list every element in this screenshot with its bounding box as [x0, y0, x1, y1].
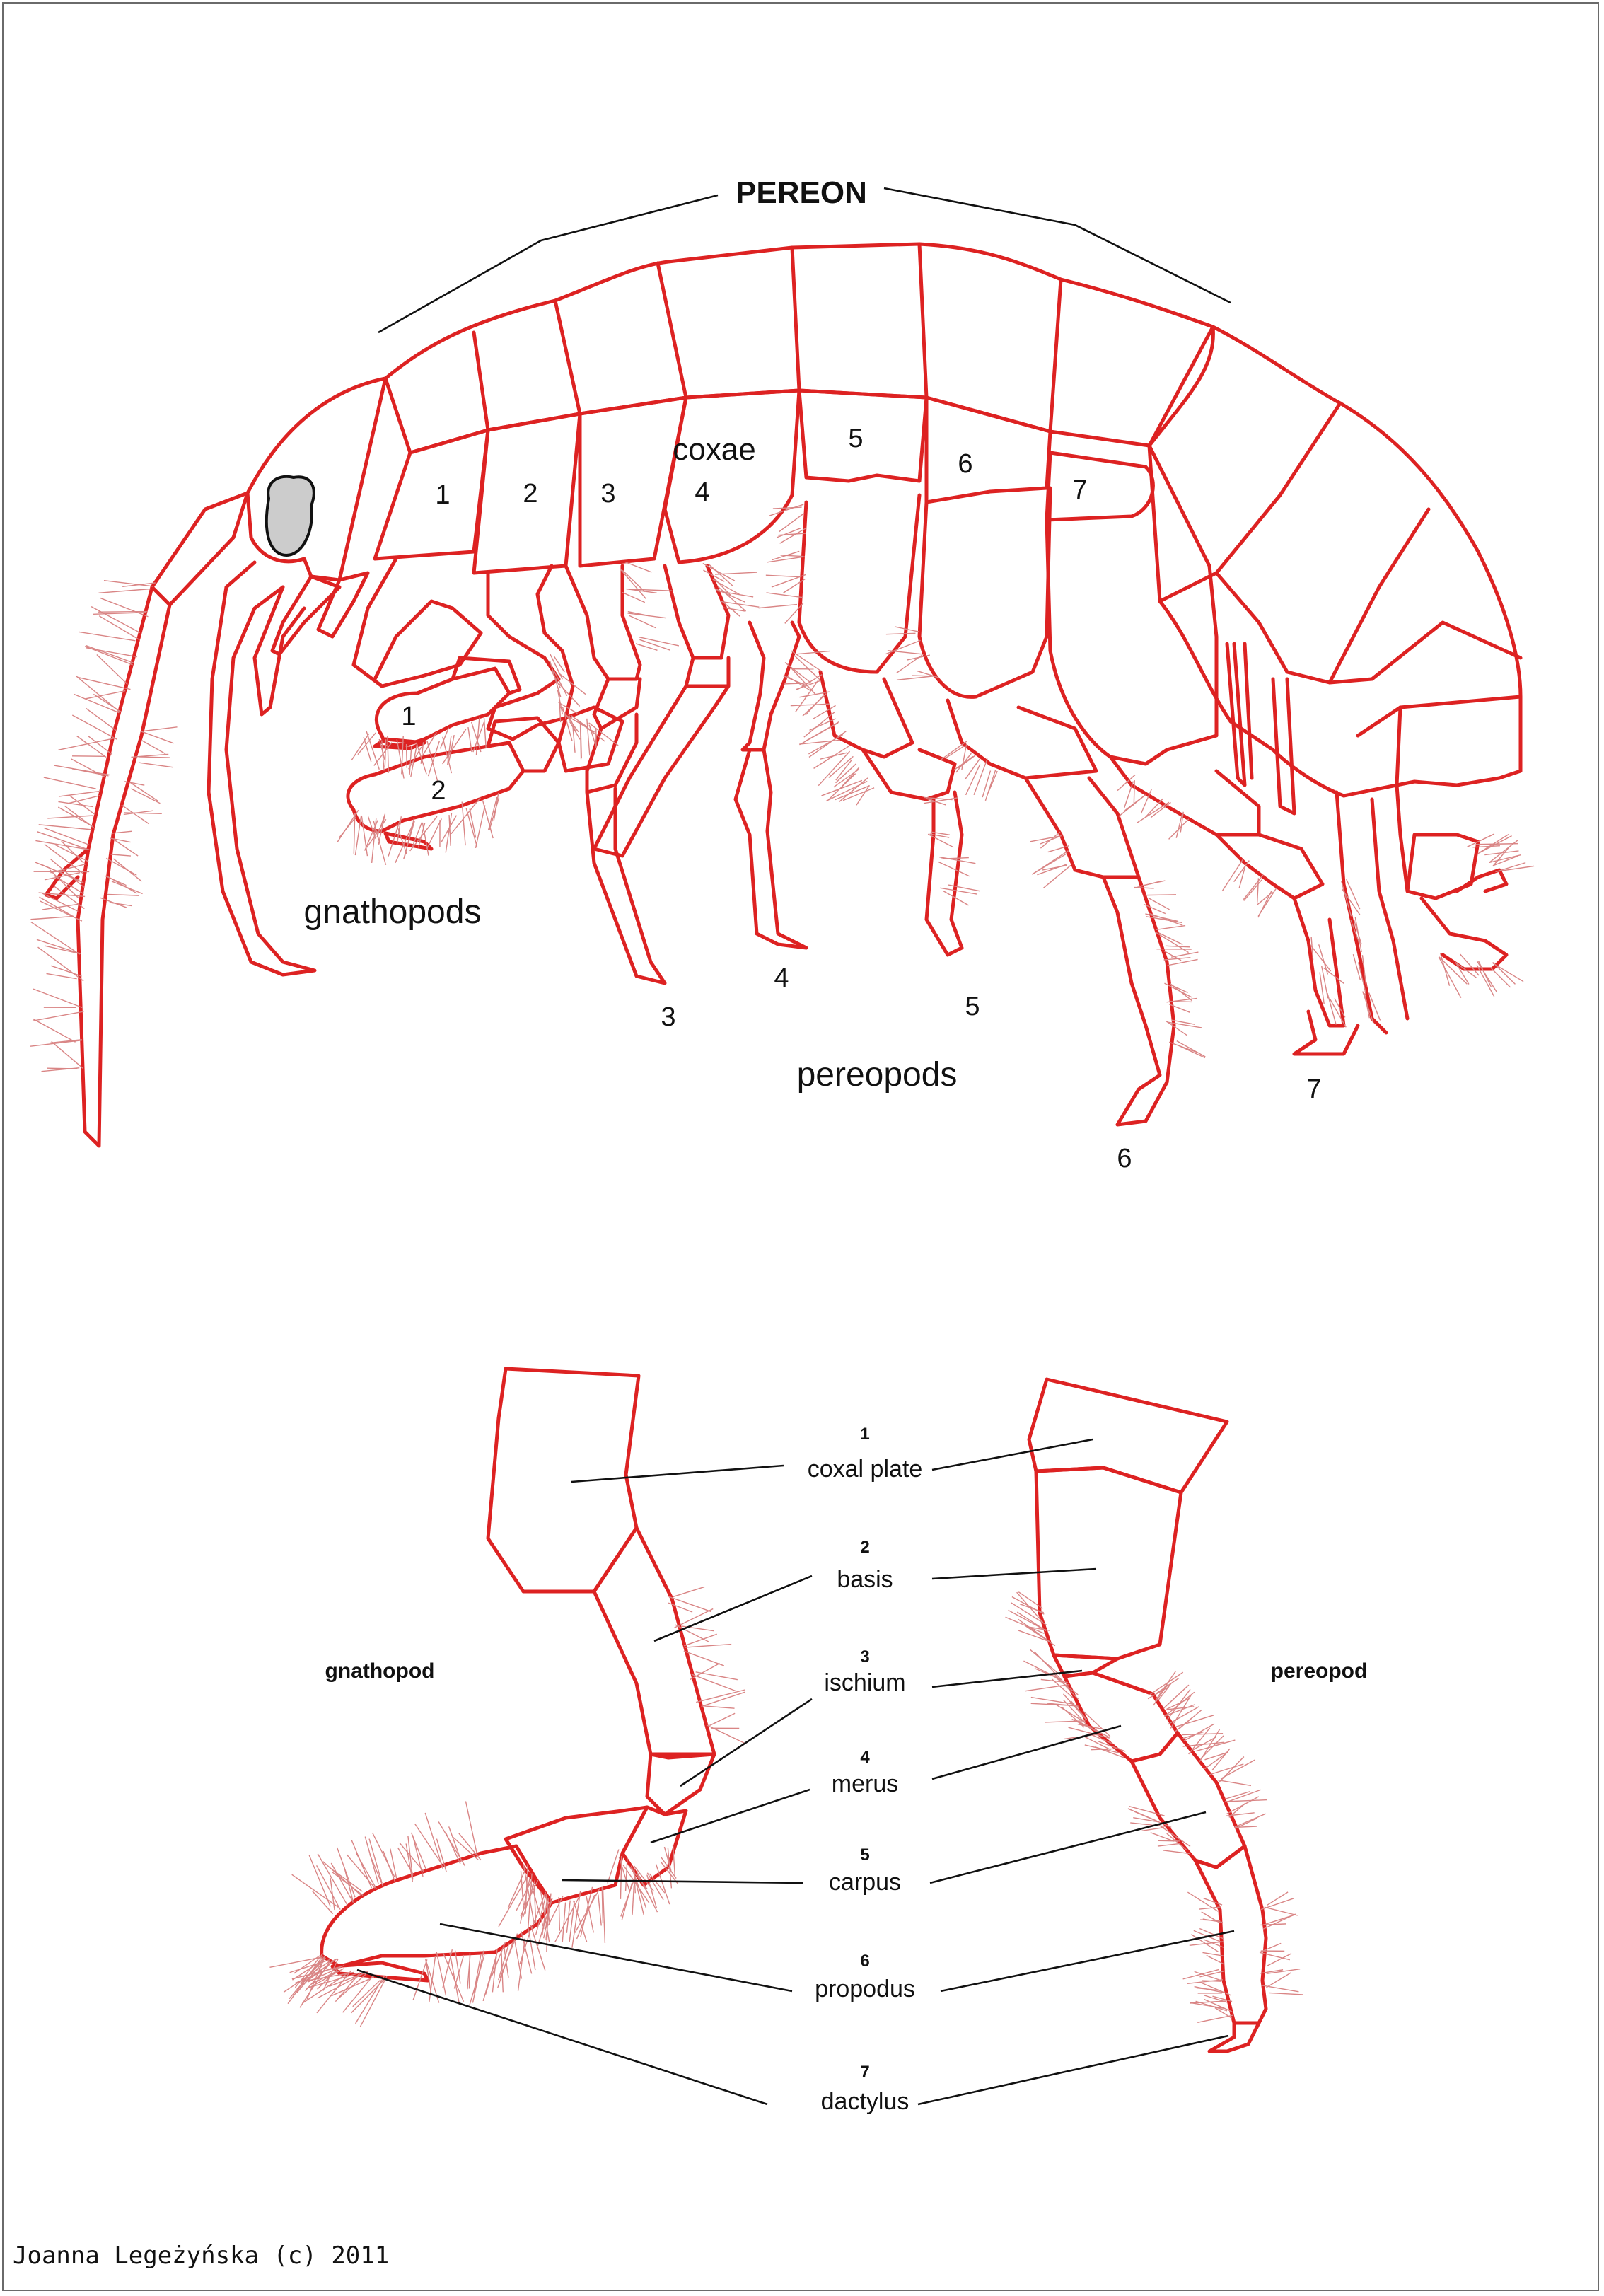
seta — [796, 680, 820, 690]
seta — [284, 1961, 330, 1992]
seta — [59, 792, 100, 796]
seta — [489, 798, 499, 830]
seta — [1159, 933, 1182, 944]
seta — [98, 612, 147, 613]
seta — [622, 1883, 632, 1920]
segment-name-1: coxal plate — [807, 1456, 923, 1483]
seta — [131, 789, 160, 804]
pleon-boundary-5 — [1397, 707, 1400, 785]
seta — [839, 778, 868, 801]
leader-ischium-left — [680, 1699, 812, 1786]
seta — [141, 731, 174, 743]
seta — [33, 1011, 83, 1021]
segment-number-2: 2 — [860, 1538, 870, 1557]
pereopod-number-3: 3 — [661, 1002, 676, 1032]
seta — [685, 1645, 731, 1647]
gnathopod-number-2: 2 — [431, 776, 446, 806]
seta — [1134, 887, 1153, 888]
seta — [766, 575, 799, 576]
seta — [372, 818, 376, 863]
seta — [1493, 963, 1523, 982]
seta — [1166, 946, 1190, 947]
seta — [1037, 864, 1067, 875]
seta — [54, 765, 109, 775]
seta — [58, 801, 93, 806]
seta — [462, 801, 465, 845]
eye-icon — [267, 477, 314, 555]
gnathopod-detail — [269, 1369, 745, 2027]
leader-propodus-right — [941, 1931, 1234, 1991]
seta — [940, 888, 977, 894]
seta — [626, 1857, 627, 1891]
seta — [33, 1019, 75, 1042]
seta — [86, 645, 134, 663]
leader-basis-left — [654, 1576, 812, 1641]
seta — [110, 854, 130, 856]
seta — [313, 1891, 333, 1914]
coxal-plate-1 — [375, 430, 488, 559]
seta — [759, 605, 797, 608]
seta — [47, 816, 93, 818]
seta — [1158, 1840, 1180, 1841]
seta — [1202, 1952, 1223, 1956]
leader-coxal-plate-left — [571, 1466, 784, 1482]
coxa-number-7: 7 — [1072, 475, 1088, 505]
antenna-2 — [209, 562, 315, 975]
seta — [958, 755, 975, 768]
seta — [107, 894, 139, 895]
seta — [388, 736, 389, 772]
pereopod-title: pereopod — [1270, 1659, 1368, 1683]
segment-name-5: carpus — [828, 1869, 902, 1896]
seta — [58, 738, 115, 750]
seta — [982, 770, 990, 797]
seta — [88, 736, 112, 755]
pereopod-merus — [1064, 1673, 1178, 1761]
seta — [1324, 968, 1344, 983]
antenna-1-peduncle — [152, 493, 248, 605]
seta — [1156, 926, 1185, 930]
seta — [139, 757, 170, 758]
seta — [779, 514, 804, 532]
seta — [141, 740, 165, 753]
seta — [1169, 819, 1189, 840]
seta — [1218, 1780, 1251, 1786]
gnathopod-propodus — [322, 1846, 552, 1966]
seta — [1190, 2002, 1225, 2008]
seta — [598, 1895, 601, 1926]
pereonite-4 — [686, 248, 799, 398]
seta — [454, 1955, 463, 1988]
seta — [985, 770, 995, 801]
seta — [1219, 1756, 1244, 1782]
seta — [1202, 1912, 1220, 1923]
seta — [476, 805, 485, 847]
seta — [842, 767, 859, 786]
seta — [562, 1903, 565, 1942]
pereopod-propodus — [1195, 1846, 1266, 2023]
seta — [79, 632, 136, 640]
seta — [1032, 853, 1067, 874]
segment-number-6: 6 — [860, 1952, 870, 1971]
leader-dactylus-left — [357, 1970, 767, 2104]
pereonite-5 — [799, 244, 926, 398]
seta — [1212, 1749, 1230, 1770]
seta — [621, 569, 646, 598]
pereopod-dactylus — [1209, 2023, 1259, 2051]
seta — [1069, 1727, 1110, 1738]
credit-text: Joanna Legeżyńska (c) 2011 — [13, 2242, 390, 2270]
seta — [1243, 875, 1263, 900]
pereopod-number-6: 6 — [1117, 1144, 1132, 1173]
coxal-plate-6 — [926, 398, 1050, 502]
coxa-number-1: 1 — [435, 480, 451, 510]
seta — [450, 1953, 460, 2005]
seta — [1261, 1898, 1294, 1910]
seta — [690, 1663, 719, 1679]
seta — [360, 1976, 387, 2027]
seta — [1157, 1678, 1179, 1693]
seta — [791, 704, 830, 705]
gnathopod-number-1: 1 — [401, 702, 417, 731]
coxa-number-5: 5 — [848, 424, 864, 453]
seta — [797, 651, 830, 654]
coxa-number-4: 4 — [695, 477, 710, 507]
seta — [639, 639, 670, 650]
pereopod-basis — [1036, 1468, 1181, 1659]
seta — [673, 1587, 704, 1596]
seta — [1227, 1797, 1259, 1814]
seta — [704, 1706, 734, 1708]
seta — [897, 676, 934, 680]
pleon-boundary-1 — [1160, 403, 1340, 601]
seta — [33, 989, 83, 1008]
seta — [1171, 952, 1198, 957]
seta — [1265, 1907, 1298, 1915]
seta — [1141, 881, 1166, 886]
seta — [1266, 1973, 1291, 1988]
seta — [1170, 985, 1188, 992]
pereon-label: PEREON — [736, 175, 867, 210]
seta — [1267, 1892, 1289, 1906]
seta — [323, 1862, 361, 1896]
seta — [1258, 891, 1272, 917]
seta — [86, 708, 117, 731]
seta — [500, 1934, 518, 1978]
coxa-number-2: 2 — [523, 479, 538, 509]
segment-number-1: 1 — [860, 1425, 870, 1444]
seta — [474, 1954, 481, 1993]
seta — [1030, 836, 1060, 842]
seta — [709, 1713, 735, 1725]
seta — [52, 1041, 83, 1068]
pereopod-7 — [1047, 446, 1358, 1054]
pleon — [1149, 327, 1521, 796]
seta — [114, 840, 138, 856]
seta — [1168, 959, 1198, 966]
segment-number-5: 5 — [860, 1845, 870, 1865]
seta — [427, 818, 442, 849]
seta — [85, 691, 125, 699]
seta — [443, 1954, 464, 2002]
seta — [1478, 961, 1491, 987]
pleon-boundary-4 — [1358, 697, 1521, 736]
leader-carpus-left — [562, 1880, 803, 1883]
amphipod-body — [30, 188, 1534, 1146]
seta — [72, 756, 105, 757]
pereonite-6 — [926, 279, 1061, 431]
seta — [632, 1886, 634, 1915]
seta — [808, 735, 843, 754]
seta — [1261, 1985, 1298, 1992]
seta — [489, 797, 497, 830]
seta — [1493, 847, 1510, 866]
seta — [30, 916, 74, 919]
seta — [806, 696, 823, 715]
seta — [129, 782, 158, 801]
gnathopod-title: gnathopod — [325, 1659, 435, 1683]
gnathopod-ischium — [647, 1754, 714, 1814]
seta — [1155, 1671, 1175, 1701]
seta — [47, 1068, 77, 1069]
seta — [351, 734, 368, 760]
gnathopod-basis — [594, 1528, 714, 1758]
seta — [85, 647, 132, 665]
seta — [1239, 864, 1245, 888]
segment-name-2: basis — [837, 1566, 893, 1593]
seta — [1263, 1915, 1294, 1925]
seta — [629, 615, 656, 627]
seta — [938, 862, 970, 876]
seta — [1269, 1993, 1303, 1995]
seta — [1197, 2015, 1233, 2022]
seta — [418, 823, 424, 847]
leader-dactylus-right — [918, 2036, 1228, 2104]
seta — [1124, 782, 1134, 808]
seta — [1177, 1041, 1205, 1057]
seta — [1184, 1724, 1214, 1741]
seta — [1244, 880, 1262, 901]
pereonite-7 — [1050, 327, 1213, 446]
leader-basis-right — [932, 1569, 1096, 1579]
seta — [946, 746, 964, 758]
seta — [962, 744, 967, 770]
leader-merus-right — [932, 1726, 1121, 1779]
seta — [829, 756, 854, 777]
seta — [98, 589, 150, 593]
segment-number-7: 7 — [860, 2063, 870, 2082]
seta — [534, 1885, 535, 1923]
segment-name-6: propodus — [815, 1976, 915, 2002]
pereopod-number-5: 5 — [965, 992, 980, 1021]
seta — [1205, 1752, 1228, 1760]
seta — [1480, 835, 1509, 852]
pleon-boundary-3 — [1330, 622, 1521, 683]
antenna-2-inner — [255, 587, 304, 714]
seta — [72, 715, 117, 739]
seta — [422, 823, 429, 856]
leader-coxal-plate-right — [932, 1439, 1093, 1470]
seta — [292, 1874, 339, 1907]
seta — [31, 922, 80, 954]
seta — [470, 1955, 484, 2005]
seta — [44, 777, 96, 789]
seta — [383, 1851, 395, 1882]
segment-name-4: merus — [831, 1770, 899, 1797]
seta — [484, 718, 487, 748]
seta — [369, 1839, 382, 1884]
seta — [926, 799, 946, 805]
segment-name-7: dactylus — [820, 2088, 909, 2115]
seta — [809, 731, 846, 758]
seta — [76, 676, 120, 712]
seta — [436, 1952, 446, 1996]
seta — [1235, 1814, 1266, 1827]
seta — [1178, 1045, 1205, 1057]
seta — [425, 1813, 443, 1869]
seta — [780, 528, 806, 543]
pereopod-number-7: 7 — [1306, 1074, 1322, 1104]
coxae-label: coxae — [673, 432, 756, 467]
seta — [1159, 1825, 1190, 1846]
seta — [1164, 1692, 1194, 1717]
coxal-plate-7 — [1047, 453, 1153, 520]
seta — [412, 1835, 423, 1877]
seta — [886, 633, 916, 634]
coxa-number-3: 3 — [600, 479, 616, 509]
seta — [1182, 1732, 1203, 1738]
coxa-number-6: 6 — [958, 449, 973, 479]
segment-number-4: 4 — [860, 1748, 870, 1767]
pereopod-detail — [1006, 1379, 1303, 2051]
seta — [139, 763, 173, 767]
seta — [587, 719, 590, 755]
seta — [1179, 1710, 1202, 1729]
pereopod-number-4: 4 — [774, 963, 789, 993]
segment-number-3: 3 — [860, 1647, 870, 1666]
seta — [144, 727, 177, 731]
seta — [1149, 1672, 1183, 1695]
seta — [1040, 835, 1062, 844]
seta — [668, 1603, 692, 1612]
seta — [1495, 866, 1534, 871]
seta — [625, 562, 652, 572]
seta — [429, 741, 440, 776]
seta — [472, 1951, 483, 2003]
seta — [684, 1634, 716, 1645]
gnathopod-1 — [354, 559, 509, 746]
seta — [1166, 1705, 1195, 1716]
seta — [813, 705, 836, 719]
seta — [941, 741, 967, 760]
gnathopod-merus — [622, 1807, 686, 1885]
gnathopods-label: gnathopods — [303, 893, 482, 931]
pereonite-2 — [488, 301, 580, 430]
pereopod-5 — [799, 495, 962, 955]
seta — [622, 570, 644, 591]
seta — [1158, 1844, 1179, 1846]
seta — [269, 1957, 322, 1968]
pereopods-label: pereopods — [796, 1056, 958, 1094]
seta — [1497, 863, 1525, 871]
seta — [1491, 968, 1511, 987]
leader-propodus-left — [440, 1924, 792, 1991]
seta — [45, 946, 79, 953]
seta — [767, 593, 803, 598]
segment-name-3: ischium — [824, 1669, 906, 1696]
seta — [773, 507, 802, 509]
seta — [897, 655, 922, 673]
leader-merus-left — [651, 1790, 810, 1843]
seta — [492, 1949, 496, 1993]
leader-carpus-right — [930, 1812, 1206, 1883]
pereopod-carpus — [1132, 1733, 1245, 1867]
seta — [51, 966, 81, 976]
seta — [47, 973, 77, 978]
pereopod-3 — [566, 566, 665, 983]
